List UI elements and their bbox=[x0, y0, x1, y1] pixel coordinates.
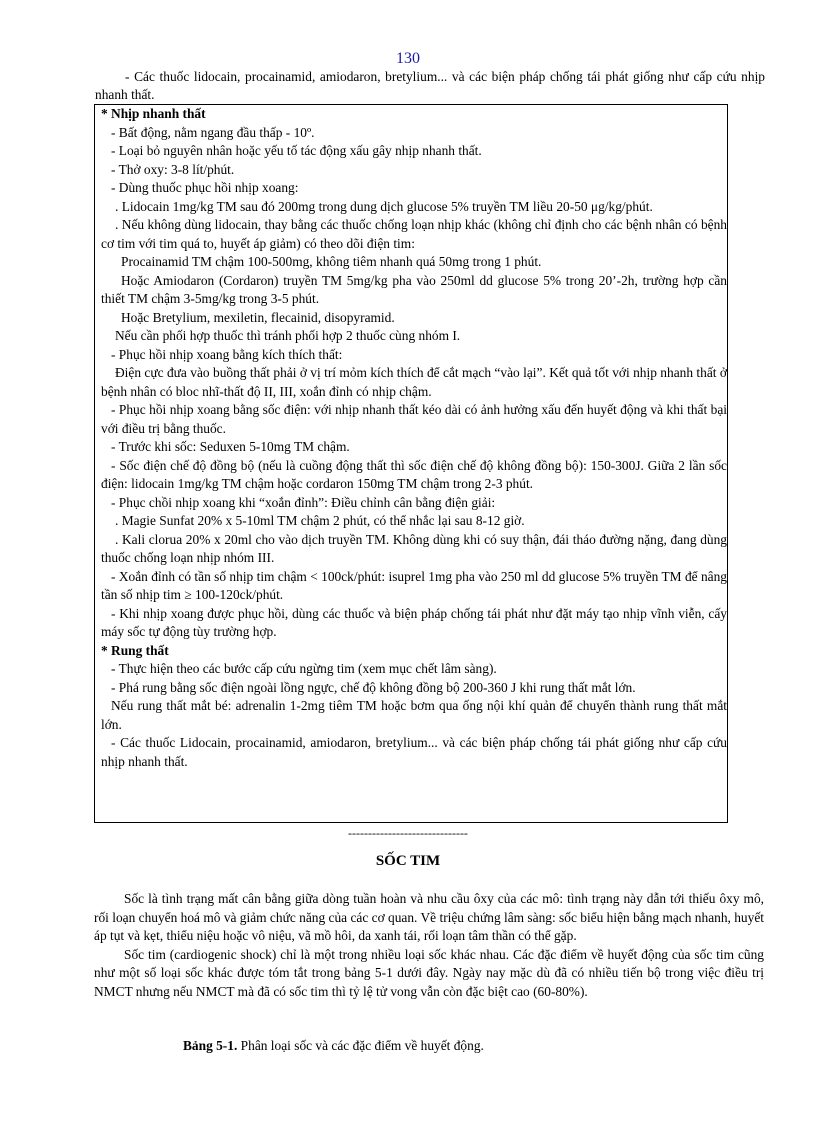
vt-line: . Lidocain 1mg/kg TM sau đó 200mg trong dung dịch glucose 5% truyền TM liều 20-50 μg/kg/phút. bbox=[115, 198, 653, 214]
vt-line: . Magie Sunfat 20% x 5-10ml TM chậm 2 phút, có thể nhắc lại sau 8-12 giờ. bbox=[115, 513, 525, 528]
caption-text: Phân loại sốc và các đặc điểm về huyết động. bbox=[237, 1038, 484, 1053]
vt-line: - Loại bỏ nguyên nhân hoặc yếu tố tác động xấu gây nhịp nhanh thất. bbox=[111, 143, 482, 158]
intro-paragraph: - Các thuốc lidocain, procainamid, amiodaron, bretylium... và các biện pháp chống tái phát giống như cấp cứu nhịp nhanh thất. bbox=[95, 69, 765, 102]
vf-line: Nếu rung thất mắt bé: adrenalin 1-2mg tiêm TM hoặc bơm qua ống nội khí quản để chuyển thành rung thất mắt lớn. bbox=[101, 698, 727, 732]
vt-line: Procainamid TM chậm 100-500mg, không tiêm nhanh quá 50mg trong 1 phút. bbox=[121, 254, 542, 269]
vt-line: - Sốc điện chế độ đồng bộ (nếu là cuồng động thất thì sốc điện chế độ không đồng bộ): 150-300J. Giữa 2 lần sốc điện: lidocain 1mg/kg TM chậm hoặc cordaron 150mg TM chậm trong 2-3 phút. bbox=[101, 457, 727, 491]
section-separator: ------------------------------ bbox=[348, 826, 468, 840]
vt-line: - Bất động, nằm ngang đầu thấp - 10º. bbox=[111, 124, 315, 140]
section-title: SỐC TIM bbox=[375, 853, 441, 869]
vf-line: - Phá rung bằng sốc điện ngoài lồng ngực, chế độ không đồng bộ 200-360 J khi rung thất mắt lớn. bbox=[111, 679, 636, 695]
vt-line: - Khi nhịp xoang được phục hồi, dùng các thuốc và biện pháp chống tái phát như đặt máy tạo nhịp vĩnh viễn, cấy máy sốc tự động tùy trường hợp. bbox=[101, 605, 727, 639]
vt-line: - Phục hồi nhịp xoang bằng sốc điện: với nhịp nhanh thất kéo dài có ảnh hưởng xấu đến huyết động và khi thất bại với điều trị bằng thuốc. bbox=[101, 402, 727, 436]
vt-line: Hoặc Bretylium, mexiletin, flecainid, disopyramid. bbox=[121, 309, 395, 325]
vf-line: - Các thuốc Lidocain, procainamid, amiodaron, bretylium... và các biện pháp chống tái phát giống như cấp cứu nhịp nhanh thất. bbox=[101, 735, 727, 769]
treatment-box bbox=[94, 104, 728, 823]
vt-line: - Phục chồi nhịp xoang khi “xoắn đỉnh”: Điều chỉnh cân bằng điện giải: bbox=[111, 494, 496, 510]
vt-heading: * Nhịp nhanh thất bbox=[101, 106, 206, 121]
vt-line: - Dùng thuốc phục hồi nhịp xoang: bbox=[111, 180, 299, 195]
body-paragraph: Sốc là tình trạng mất cân bằng giữa dòng tuần hoàn và nhu cầu ôxy của các mô: tình trạng này dẫn tới thiếu ôxy mô, rối loạn chuyển hoá mô và giảm chức năng của các cơ quan. Về triệu chứng lâm sàng: sốc biểu hiện bằng mạch nhanh, huyết áp tụt và kẹt, thiểu niệu hoặc vô niệu, vã mồ hôi, da xanh tái, rối loạn tâm thần có thể gặp. bbox=[94, 891, 764, 944]
table-caption bbox=[183, 1038, 484, 1054]
vf-line: - Thực hiện theo các bước cấp cứu ngừng tim (xem mục chết lâm sàng). bbox=[111, 661, 497, 676]
vt-line: - Phục hồi nhịp xoang bằng kích thích thất: bbox=[111, 346, 343, 362]
body-paragraph: Sốc tim (cardiogenic shock) chỉ là một trong nhiều loại sốc khác nhau. Các đặc điểm về huyết động của sốc tim cũng như một số loại sốc khác được tóm tắt trong bảng 5-1 dưới đây. Ngày nay mặc dù đã có nhiều tiến bộ trong việc điều trị NMCT nhưng nếu NMCT mà đã có sốc tim thì tỷ lệ tử vong vẫn còn đặc biệt cao (60-80%). bbox=[94, 946, 764, 999]
vt-line: . Kali clorua 20% x 20ml cho vào dịch truyền TM. Không dùng khi có suy thận, đái tháo đường nặng, đang dùng thuốc chống loạn nhịp nhóm III. bbox=[101, 531, 727, 565]
vf-heading: * Rung thất bbox=[101, 642, 169, 658]
vt-line: - Trước khi sốc: Seduxen 5-10mg TM chậm. bbox=[111, 439, 350, 454]
vt-line: Điện cực đưa vào buồng thất phải ở vị trí mỏm kích thích để cắt mạch “vào lại”. Kết quả tốt với nhịp nhanh thất ở bệnh nhân có bloc nhĩ-thất độ II, III, xoắn đỉnh có nhịp chậm. bbox=[101, 365, 727, 399]
caption-label: Bảng 5-1. bbox=[183, 1038, 238, 1053]
section-body bbox=[94, 890, 764, 1002]
vt-line: . Nếu không dùng lidocain, thay bằng các thuốc chống loạn nhịp khác (không chỉ định cho các bệnh nhân có bệnh cơ tim với tim quá to, huyết áp giảm) có theo dõi điện tim: bbox=[101, 217, 727, 251]
vt-line: - Thở oxy: 3-8 lít/phút. bbox=[111, 161, 235, 177]
vt-line: - Xoắn đỉnh có tần số nhịp tim chậm < 100ck/phút: isuprel 1mg pha vào 250 ml dd glucose 5% truyền TM để nâng tần số nhịp tim ≥ 100-120ck/phút. bbox=[101, 568, 727, 602]
page-number: 130 bbox=[396, 50, 420, 67]
vt-line: Hoặc Amiodaron (Cordaron) truyền TM 5mg/kg pha vào 250ml dd glucose 5% trong 20’-2h, trường hợp cần thiết TM chậm 3-5mg/kg trong 3-5 phút. bbox=[101, 272, 727, 306]
vt-line: Nếu cần phối hợp thuốc thì tránh phối hợp 2 thuốc cùng nhóm I. bbox=[115, 328, 461, 343]
